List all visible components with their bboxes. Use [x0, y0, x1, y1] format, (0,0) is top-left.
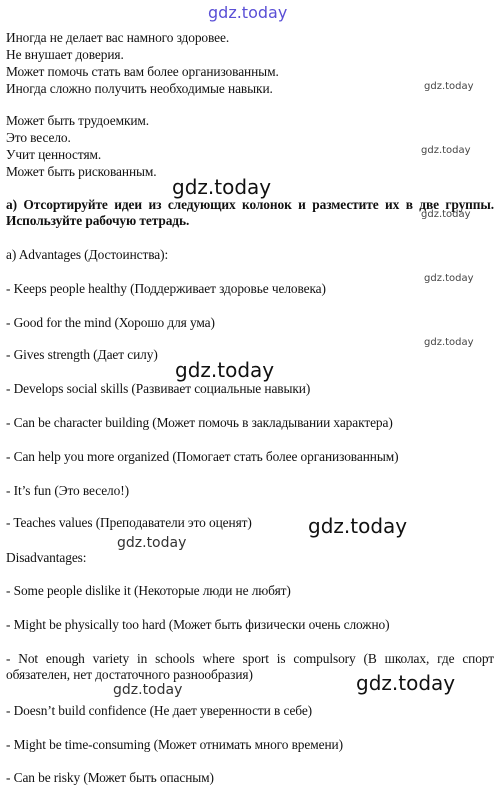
advantage-item: - Can be character building (Может помочь в закладывании характера) — [6, 415, 393, 430]
watermark: gdz.today — [421, 209, 471, 220]
intro-line: Учит ценностям. — [6, 147, 102, 162]
watermark: gdz.today — [308, 514, 408, 538]
watermark-top: gdz.today — [208, 3, 288, 22]
watermark: gdz.today — [356, 671, 456, 695]
watermark: gdz.today — [424, 337, 474, 348]
task-instruction: a) Отсортируйте идеи из следующих колонок и разместите их в две группы. Используйте рабочую тетрадь. — [6, 197, 494, 228]
disadvantage-item: - Might be time-consuming (Может отнимать много времени) — [6, 737, 343, 752]
disadvantages-heading: Disadvantages: — [6, 550, 87, 565]
intro-line: Может помочь стать вам более организованным. — [6, 64, 279, 79]
intro-line: Иногда сложно получить необходимые навыки. — [6, 81, 273, 96]
watermark: gdz.today — [172, 175, 272, 199]
disadvantage-item: - Not enough variety in schools where sport is compulsory (В школах, где спорт обязателен, нет достаточного разнообразия) — [6, 651, 494, 682]
advantages-heading: a) Advantages (Достоинства): — [6, 247, 169, 262]
watermark: gdz.today — [175, 358, 275, 382]
advantage-item: - Develops social skills (Развивает социальные навыки) — [6, 381, 311, 396]
advantage-item: - Keeps people healthy (Поддерживает здоровье человека) — [6, 281, 326, 296]
disadvantage-item: - Some people dislike it (Некоторые люди не любят) — [6, 583, 291, 598]
disadvantage-item: - Might be physically too hard (Может быть физически очень сложно) — [6, 617, 390, 632]
advantage-item: - Good for the mind (Хорошо для ума) — [6, 315, 215, 330]
intro-line: Может быть трудоемким. — [6, 113, 150, 128]
advantage-item: - Can help you more organized (Помогает стать более организованным) — [6, 449, 399, 464]
watermark: gdz.today — [113, 682, 183, 698]
watermark: gdz.today — [421, 145, 471, 156]
intro-line: Это весело. — [6, 130, 71, 145]
intro-line: Может быть рискованным. — [6, 164, 157, 179]
watermark: gdz.today — [117, 535, 187, 551]
watermark: gdz.today — [424, 81, 474, 92]
disadvantage-item: - Can be risky (Может быть опасным) — [6, 770, 214, 785]
advantage-item: - Teaches values (Преподаватели это оценят) — [6, 515, 252, 530]
advantage-item: - Gives strength (Дает силу) — [6, 347, 158, 362]
advantage-item: - It’s fun (Это весело!) — [6, 483, 129, 498]
disadvantage-item: - Doesn’t build confidence (Не дает уверенности в себе) — [6, 703, 313, 718]
intro-line: Иногда не делает вас намного здоровее. — [6, 30, 230, 45]
intro-line: Не внушает доверия. — [6, 47, 124, 62]
watermark: gdz.today — [424, 273, 474, 284]
